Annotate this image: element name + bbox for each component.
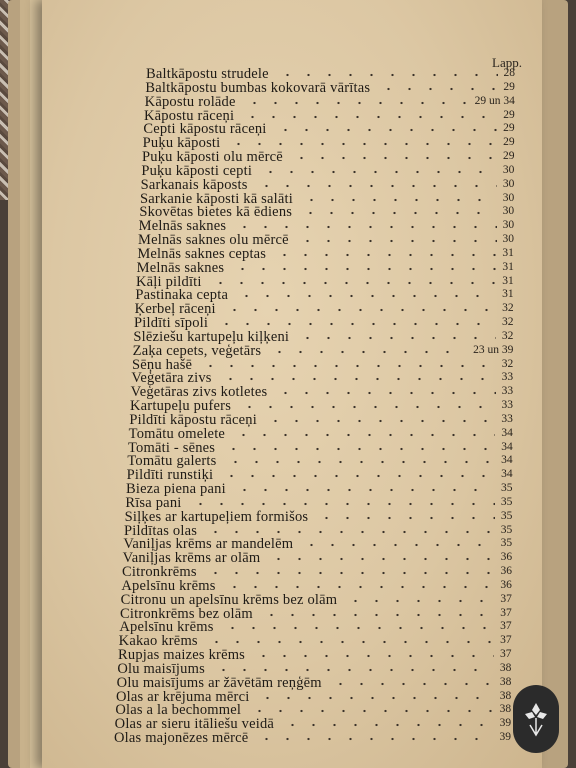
toc-entry-page: 36 xyxy=(500,578,512,591)
dot-leader xyxy=(206,640,494,644)
dot-leader xyxy=(378,87,497,91)
dot-leader xyxy=(275,391,495,395)
toc-entry-title: Rupjas maizes krēms xyxy=(118,647,246,663)
toc-entry-page: 30 xyxy=(502,205,515,218)
dot-leader xyxy=(228,142,497,146)
dot-leader xyxy=(239,405,495,409)
dot-leader xyxy=(224,308,496,312)
dot-leader xyxy=(257,696,493,700)
dot-leader xyxy=(205,571,495,575)
toc-entry-title: Pastinaka cepta xyxy=(135,287,229,304)
toc-entry-title: Siļķes ar kartupeļiem formišos xyxy=(124,508,309,525)
dot-leader xyxy=(222,626,495,630)
toc-entry-page: 34 xyxy=(501,440,513,453)
toc-entry-title: Pildīti kāpostu rāceņi xyxy=(129,411,257,428)
toc-entry-title: Tomāti - sēnes xyxy=(128,439,216,456)
toc-entry-page: 34 xyxy=(501,454,513,467)
toc-entry-page: 35 xyxy=(500,523,513,536)
dot-leader xyxy=(253,654,494,658)
toc-entry-page: 35 xyxy=(500,495,513,508)
toc-entry-page: 31 xyxy=(502,274,514,287)
toc-entry-page: 32 xyxy=(502,302,514,315)
toc-entry-title: Olu maisījums xyxy=(117,660,205,677)
toc-entry-page: 33 xyxy=(501,399,513,411)
toc-entry-title: Puķu kāposti cepti xyxy=(141,162,253,179)
toc-entry-page: 37 xyxy=(500,592,512,605)
toc-entry-page: 30 xyxy=(502,219,515,232)
toc-entry-page: 28 xyxy=(503,67,515,79)
toc-entry-title: Sēņu hašē xyxy=(132,356,193,373)
toc-entry-page: 29 xyxy=(503,136,515,149)
dot-leader xyxy=(216,322,496,326)
toc-entry-title: Veģetāra zivs xyxy=(131,370,212,387)
dot-leader xyxy=(275,128,498,132)
toc-entry-page: 30 xyxy=(502,233,514,245)
dot-leader xyxy=(268,557,494,561)
dot-leader xyxy=(233,433,495,437)
toc-entry-title: Pildīti sīpoli xyxy=(134,315,209,331)
toc-entry-title: Kāpostu rāceņi xyxy=(144,107,235,124)
toc-entry-title: Melnās saknes xyxy=(138,218,227,235)
toc-entry-title: Citronkrēms bez olām xyxy=(120,605,253,622)
dot-leader xyxy=(265,419,495,423)
toc-entry-page: 30 xyxy=(502,191,515,204)
toc-entry-page: 35 xyxy=(501,482,513,494)
toc-entry-title: Skovētas bietes kā ēdiens xyxy=(139,204,293,221)
toc-entry-page: 38 xyxy=(499,675,512,688)
toc-entry-page: 30 xyxy=(502,163,515,176)
dot-leader xyxy=(291,156,497,160)
toc-entry-page: 39 xyxy=(499,731,511,743)
toc-entry-title: Zaķa cepets, veģetārs xyxy=(132,342,262,359)
toc-entry-title: Melnās saknes xyxy=(136,259,225,276)
dot-leader xyxy=(244,101,469,105)
dot-leader xyxy=(260,170,497,174)
toc-entry-page: 31 xyxy=(502,260,514,273)
dot-leader xyxy=(277,73,498,77)
dot-leader xyxy=(256,737,493,741)
dot-leader xyxy=(236,294,496,298)
toc-entry-page: 36 xyxy=(500,551,513,564)
toc-entry-title: Slēziešu kartupeļu kiļķeni xyxy=(133,328,290,345)
toc-entry-title: Tomātu omelete xyxy=(128,425,226,442)
toc-entry-title: Olas a la bechommel xyxy=(115,702,242,719)
toc-entry-page: 29 un 34 xyxy=(474,94,515,107)
toc-entry-title: Olas majonēzes mērcē xyxy=(114,730,249,746)
toc-entry-page: 38 xyxy=(499,661,512,674)
toc-entry-page: 23 un 39 xyxy=(473,343,514,356)
toc-entry-page: 32 xyxy=(501,357,514,370)
toc-entry-page: 34 xyxy=(501,468,513,481)
toc-entry-title: Olas ar sieru itāliešu veidā xyxy=(114,716,275,733)
toc-entry-page: 37 xyxy=(500,634,512,647)
toc-entry-title: Ķerbeļ rāceņi xyxy=(134,301,216,318)
toc-entry-title: Apelsīnu krēms xyxy=(119,619,214,636)
toc-entry-title: Olu maisījums ar žāvētām reņģēm xyxy=(116,674,322,691)
toc-entry-title: Olas ar krējuma mērci xyxy=(116,688,250,705)
dot-leader xyxy=(234,488,495,492)
dot-leader xyxy=(261,613,494,617)
flower-icon xyxy=(521,699,551,739)
toc-entry-page: 33 xyxy=(501,412,513,425)
toc-entry-page: 37 xyxy=(500,620,512,633)
toc-entry-title: Puķu kāposti xyxy=(142,135,221,152)
toc-entry-title: Pildītas olas xyxy=(124,522,198,539)
toc-entry-page: 39 xyxy=(499,717,512,730)
page-column-header: Lapp. xyxy=(492,55,522,70)
toc-entry-page: 38 xyxy=(499,689,512,702)
dot-leader xyxy=(256,184,497,188)
toc-entry-page: 30 xyxy=(502,177,515,190)
dot-leader xyxy=(224,585,495,589)
toc-entry-title: Rīsa pani xyxy=(125,494,182,511)
toc-entry-page: 29 xyxy=(503,150,515,162)
dot-leader xyxy=(301,198,497,202)
toc-entry-title: Citronu un apelsīnu krēms bez olām xyxy=(120,591,338,608)
dot-leader xyxy=(213,668,494,672)
toc-entry-page: 33 xyxy=(501,371,514,384)
dot-leader xyxy=(316,516,495,520)
toc-entry-title: Apelsīnu krēms xyxy=(121,577,216,594)
dot-leader xyxy=(274,253,496,257)
toc-entry-page: 35 xyxy=(500,537,513,550)
dot-leader xyxy=(297,336,496,340)
dot-leader xyxy=(345,599,494,603)
toc-entry-title: Kāļi pildīti xyxy=(136,273,202,290)
toc-entry-title: Pildīti runstiķi xyxy=(126,467,214,484)
toc-entry-title: Sarkanais kāposts xyxy=(140,176,248,193)
toc-entry-title: Vaniļjas krēms ar olām xyxy=(122,550,261,567)
dot-leader xyxy=(249,709,494,713)
toc-entry-page: 37 xyxy=(500,606,512,619)
watermark-logo xyxy=(513,685,559,753)
toc-entry-title: Kartupeļu pufers xyxy=(130,398,232,414)
toc-entry-title: Melnās saknes olu mērcē xyxy=(138,232,289,248)
toc-entry-page: 29 xyxy=(503,108,515,121)
toc-entry-title: Veģetāras zivs kotletes xyxy=(130,384,268,401)
dot-leader xyxy=(200,364,496,368)
toc-entry-title: Tomātu galerts xyxy=(127,453,217,470)
dot-leader xyxy=(190,502,495,506)
dot-leader xyxy=(210,281,497,285)
toc-entry xyxy=(0,730,576,746)
dot-leader xyxy=(297,239,497,243)
dot-leader xyxy=(220,377,496,381)
toc-entry-title: Kāpostu rolāde xyxy=(144,93,236,110)
toc-entry-title: Kakao krēms xyxy=(118,633,198,650)
toc-entry-page: 36 xyxy=(500,565,512,577)
toc-entry-page: 31 xyxy=(502,288,514,301)
toc-entry-title: Bieza piena pani xyxy=(126,481,226,497)
dot-leader xyxy=(300,211,497,215)
toc-entry-title: Puķu kāposti olu mērcē xyxy=(142,149,283,165)
dot-leader xyxy=(205,530,495,534)
toc-entry-page: 33 xyxy=(501,385,514,398)
toc-entry-title: Sarkanie kāposti kā salāti xyxy=(140,190,293,207)
toc-entry-page: 31 xyxy=(502,246,514,259)
dot-leader xyxy=(330,682,494,686)
toc-entry-page: 38 xyxy=(499,703,512,716)
dot-leader xyxy=(225,460,496,464)
toc-entry-title: Baltkāpostu strudele xyxy=(146,66,269,82)
dot-leader xyxy=(269,350,467,354)
dot-leader xyxy=(232,267,496,271)
dot-leader xyxy=(301,543,494,547)
toc-entry-page: 29 xyxy=(503,80,515,93)
dot-leader xyxy=(242,115,497,119)
toc-entry-page: 37 xyxy=(500,648,512,660)
dot-leader xyxy=(234,225,496,229)
dot-leader xyxy=(221,474,495,478)
toc-entry-title: Melnās saknes ceptas xyxy=(137,245,267,262)
toc-entry-title: Baltkāpostu bumbas kokovarā vārītas xyxy=(145,79,371,96)
toc-entry-title: Cepti kāpostu rāceņi xyxy=(143,121,267,138)
toc-entry-page: 35 xyxy=(500,509,513,522)
dot-leader xyxy=(282,723,493,727)
toc-entry-title: Citronkrēms xyxy=(122,564,197,580)
toc-entry-page: 29 xyxy=(503,122,515,135)
toc-entry-title: Vaniļjas krēms ar mandelēm xyxy=(123,536,294,553)
toc-entry-page: 32 xyxy=(502,316,514,328)
toc-entry-page: 32 xyxy=(501,329,514,342)
toc-entry-page: 34 xyxy=(501,426,513,439)
dot-leader xyxy=(223,447,495,451)
